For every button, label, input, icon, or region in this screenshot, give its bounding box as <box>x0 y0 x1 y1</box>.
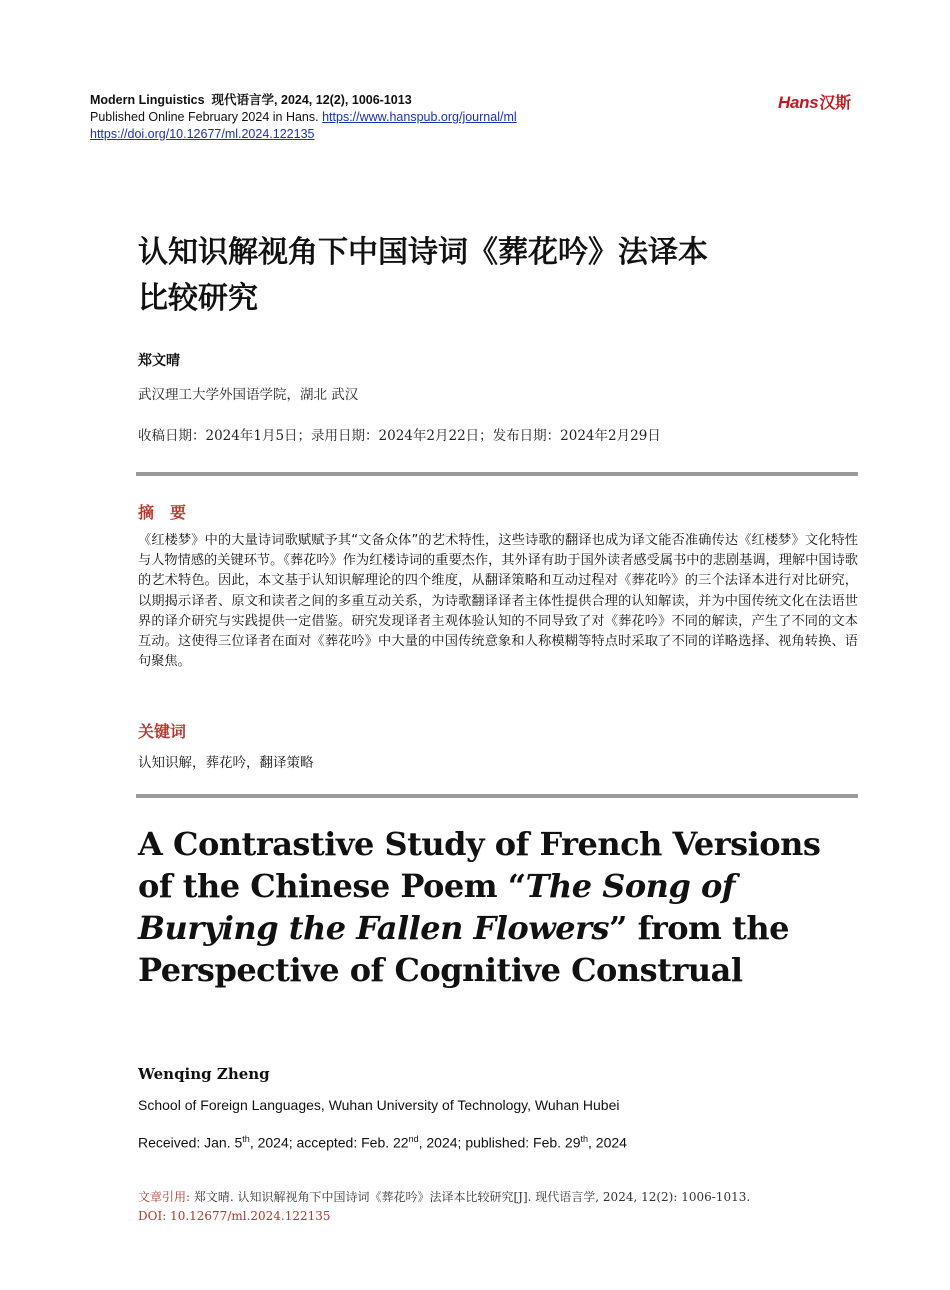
citation-text: 郑文晴. 认知识解视角下中国诗词《葬花吟》法译本比较研究[J]. 现代语言学, 2024, 12(2): 1006-1013. <box>190 1190 751 1204</box>
published-sup: th <box>580 1134 589 1144</box>
chinese-abstract: 《红楼梦》中的大量诗词歌赋赋予其“文备众体”的艺术特性，这些诗歌的翻译也成为译文能否准确传达《红楼梦》文化特性与人物情感的关键环节。《葬花吟》作为红楼诗词的重要杰作，其外译有助于国外读者感受属书中的悲剧基调，理解中国诗歌的艺术特色。因此，本文基于认知识解理论的四个维度，从翻译策略和互动过程对《葬花吟》的三个法译本进行对比研究，以期揭示译者、原文和读者之间的多重互动关系，为诗歌翻译译者主体性提供合理的认知解读，并为中国传统文化在法语世界的译介研究与实践提供一定借鉴。研究发现译者主观体验认知的不同导致了对《葬花吟》不同的解读，产生了不同的文本互动。这使得三位译者在面对《葬花吟》中大量的中国传统意象和人称模糊等特点时采取了不同的详略选择、视角转换、语句聚焦。 <box>138 533 858 670</box>
chinese-title <box>138 230 858 322</box>
citation <box>138 1188 750 1226</box>
chinese-keywords: 认知识解，葬花吟，翻译策略 <box>138 755 314 771</box>
english-author: Wenqing Zheng <box>138 1065 270 1083</box>
chinese-dates: 收稿日期：2024年1月5日；录用日期：2024年2月22日；发布日期：2024年2月29日 <box>138 428 661 444</box>
logo-cn: 汉斯 <box>819 93 851 112</box>
english-title-part1: A Contrastive Study of French Versions of the Chinese Poem “ <box>138 825 821 905</box>
english-title-italic: The Song of Burying the Fallen Flowers <box>138 867 736 947</box>
english-dates <box>138 1134 627 1151</box>
english-title <box>138 823 838 991</box>
english-affiliation: School of Foreign Languages, Wuhan University of Technology, Wuhan Hubei <box>138 1097 620 1113</box>
received-text: Received: Jan. 5 <box>138 1134 243 1151</box>
keywords-heading: 关键词 <box>138 722 187 741</box>
year-end: , 2024 <box>588 1134 627 1151</box>
journal-header <box>90 92 517 143</box>
received-sup: th <box>242 1134 250 1144</box>
journal-url-link[interactable]: https://www.hanspub.org/journal/ml <box>322 110 517 124</box>
journal-cn-info: 现代语言学, 2024, 12(2), 1006-1013 <box>211 93 412 107</box>
doi-line <box>90 126 517 143</box>
citation-line <box>138 1188 750 1207</box>
published-text-en: , 2024; published: Feb. 29 <box>418 1134 581 1151</box>
citation-label: 文章引用: <box>138 1190 191 1204</box>
journal-line <box>90 92 517 109</box>
chinese-title-line2: 比较研究 <box>138 281 258 316</box>
chinese-affiliation: 武汉理工大学外国语学院，湖北 武汉 <box>138 387 359 403</box>
english-title-part2: ” from the Perspective of Cognitive Construal <box>138 909 789 989</box>
doi-url-link[interactable]: https://doi.org/10.12677/ml.2024.122135 <box>90 127 315 141</box>
abstract-heading: 摘 要 <box>138 503 187 522</box>
hans-logo <box>778 90 851 113</box>
chinese-title-line1: 认知识解视角下中国诗词《葬花吟》法译本 <box>138 235 708 270</box>
citation-doi[interactable]: DOI: 10.12677/ml.2024.122135 <box>138 1209 331 1223</box>
chinese-author: 郑文晴 <box>138 353 180 369</box>
divider-bottom <box>136 794 858 798</box>
logo-latin: Hans <box>778 93 819 112</box>
journal-name: Modern Linguistics <box>90 93 205 107</box>
accepted-sup: nd <box>408 1134 419 1144</box>
published-line <box>90 109 517 126</box>
divider-top <box>136 472 858 476</box>
accepted-text: , 2024; accepted: Feb. 22 <box>249 1134 409 1151</box>
published-text: Published Online February 2024 in Hans. <box>90 110 319 124</box>
